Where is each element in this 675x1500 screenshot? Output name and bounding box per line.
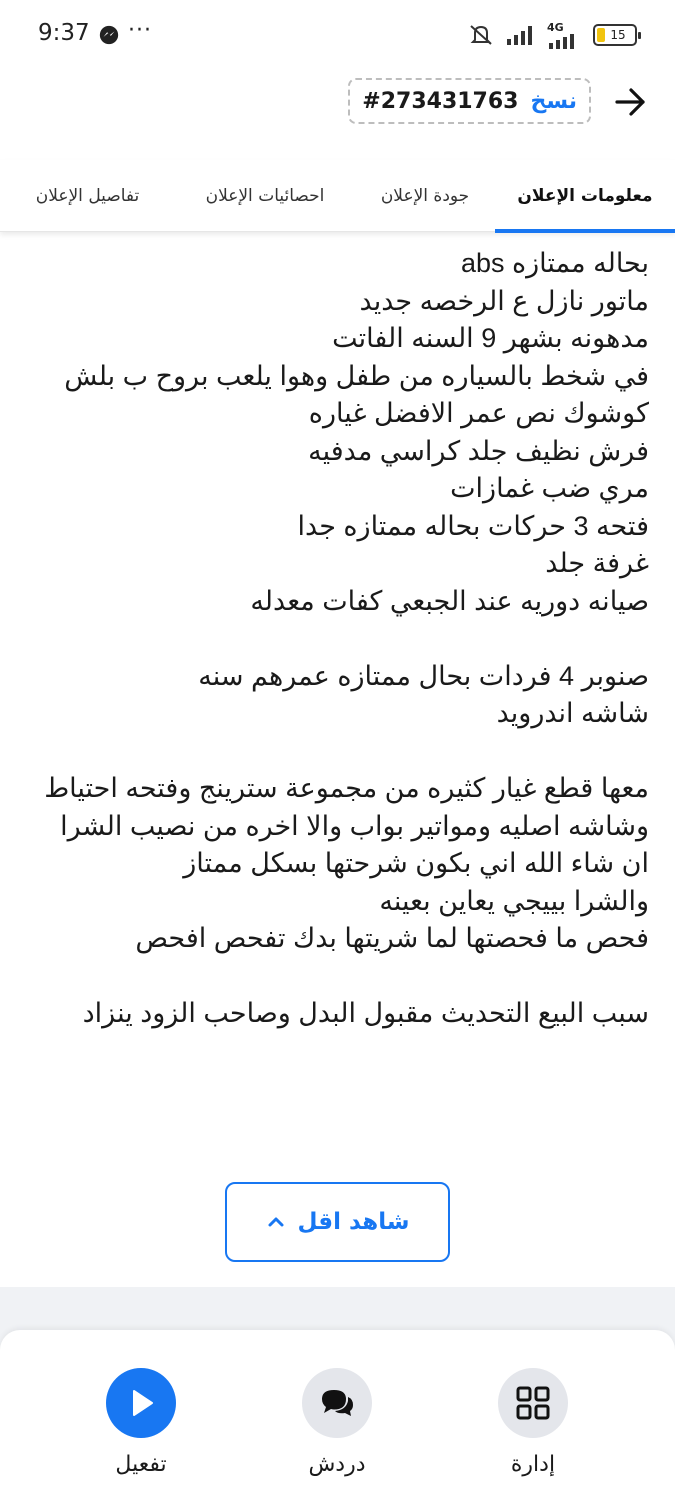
activate-action[interactable] [81, 1368, 201, 1477]
chat-action[interactable] [277, 1368, 397, 1477]
description-line: بحاله ممتازه abs [460, 248, 649, 278]
description-line: والشرا بييجي يعاين بعينه [379, 885, 649, 916]
tab-ad-info[interactable]: معلومات الإعلان [495, 160, 675, 232]
description-line: مدهونه بشهر 9 السنه الفاتت [332, 323, 649, 353]
network-4g [547, 22, 583, 49]
chevron-up-icon [266, 1212, 286, 1232]
description-line: ماتور نازل ع الرخصه جديد [359, 285, 649, 316]
manage-action[interactable] [473, 1368, 593, 1477]
messenger-icon [98, 24, 120, 46]
description-blank-line [19, 620, 649, 658]
show-less-label: شاهد اقل [297, 1209, 410, 1235]
description-line: سبب البيع التحديث مقبول البدل وصاحب الزود ينزاد [82, 998, 649, 1028]
header [0, 70, 675, 160]
activate-label: تفعيل [115, 1452, 167, 1477]
ad-id-copy-box[interactable] [348, 78, 591, 124]
manage-label: إدارة [510, 1452, 556, 1477]
chat-button[interactable] [302, 1368, 372, 1438]
description-line: فرش نظيف جلد كراسي مدفيه [308, 435, 649, 466]
description-line: غرفة جلد [545, 548, 649, 578]
tab-ad-details[interactable]: تفاصيل الإعلان [35, 186, 140, 206]
manage-button[interactable] [498, 1368, 568, 1438]
description-line: وشاشه اصليه ومواتير بواب والا اخره من نصيب الشرا [60, 810, 649, 841]
description-line: صيانه دوريه عند الجبعي كفات معدله [250, 585, 649, 616]
description-line: صنوبر 4 فردات بحال ممتازه عمرهم سنه [198, 660, 649, 691]
tab-bar [0, 160, 675, 232]
grid-icon [515, 1385, 551, 1421]
play-icon [124, 1386, 158, 1420]
battery-level: 15 [610, 28, 626, 42]
description-line: مري ضب غمازات [450, 473, 649, 503]
back-arrow-icon[interactable] [611, 82, 651, 122]
mute-icon [467, 22, 495, 48]
network-label: 4G [547, 20, 564, 34]
tab-ad-quality[interactable]: جودة الإعلان [380, 186, 470, 206]
chat-bubbles-icon [318, 1386, 356, 1420]
description-line: شاشه اندرويد [496, 698, 649, 728]
description-blank-line [19, 958, 649, 996]
ad-id: #273431763 [362, 88, 519, 114]
description-line: فحص ما فحصتها لما شريتها بدك تفحص افحص [135, 923, 649, 953]
description-line: كوشوك نص عمر الافضل غياره [308, 398, 649, 428]
battery-icon [593, 24, 637, 46]
status-time: 9:37 [38, 20, 90, 46]
copy-button[interactable]: نسخ [530, 88, 577, 114]
description-line: في شخط بالسياره من طفل وهوا يلعب بروح ب بلش [64, 360, 649, 391]
status-bar [0, 0, 675, 70]
signal-4g-icon [547, 33, 583, 49]
show-less-button[interactable] [225, 1182, 450, 1262]
tab-ad-stats[interactable]: احصائيات الإعلان [205, 186, 325, 206]
signal-icon [505, 23, 537, 47]
description-line: فتحه 3 حركات بحاله ممتازه جدا [297, 510, 649, 541]
description-line: معها قطع غيار كثيره من مجموعة سترينج وفتحه احتياط [44, 773, 649, 803]
description-blank-line [19, 733, 649, 771]
description-line: ان شاء الله اني بكون شرحتها بسكل ممتاز [183, 848, 649, 878]
status-more: ··· [128, 18, 152, 43]
ad-description [19, 245, 649, 1033]
activate-button[interactable] [106, 1368, 176, 1438]
bottom-action-bar [0, 1330, 675, 1500]
chat-label: دردش [308, 1452, 366, 1477]
status-indicators [467, 20, 637, 50]
